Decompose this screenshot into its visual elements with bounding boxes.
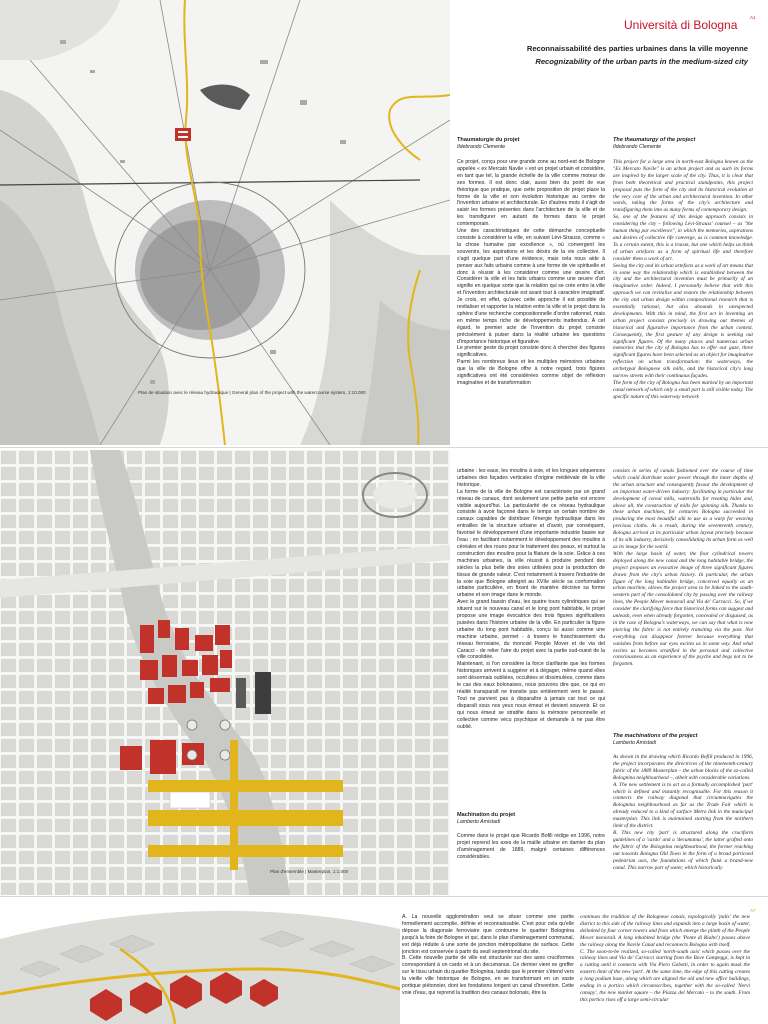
page-number-a7: A7 bbox=[750, 908, 756, 913]
page-number-top: A1 bbox=[750, 15, 756, 20]
author-machination-fr: Lamberto Amistadi bbox=[457, 819, 501, 825]
title-fr: Reconnaissabilité des parties urbaines dans la ville moyenne bbox=[526, 44, 748, 53]
heading-machinations-en: The machinations of the project bbox=[613, 733, 698, 739]
text-thaumaturgy-fr: Ce projet, conçu pour une grande zone au nord-est de Bologne appelée « ex Mercato Navile » est un projet urbain et considère, en tant que tel, la grande échelle de la ville comme moteur de ses formes. Il est donc clair, aussi bien du point de vue théorique que pratique, que cette proposition de projet place la forme de la ville et son évolution historique au centre de l'invention urbaine et architecturale. En d'autres mots il s'agit de saisir les formes présentes dans l'architecture de la ville et de les transfigurer en autant de formes dans le projet contemporain. Une des caractéristiques de cette démarche conceptuelle consiste à considérer la ville, en suivant Lévi-Strauss, comme « la chose humaine par excellence », où convergent les souvenirs, les aspirations et les désirs de la vie collective. Il s'agit quelque part d'une évidence, mais cela nous aide à penser aux faits urbains comme à une forme de vie spirituelle et donc à réussir à les considérer comme une œuvre d'art. Considérer la ville et les faits urbains comme une œuvre d'art signifie en quelque sorte que la relation qui se crée entre la ville et l'invention architecturale est avant tout à caractère imaginatif. Je crois, en effet, qu'avec cette approche il est possible de revitaliser et rapporter la relation entre la ville et le projet dans la sphère d'une recherche compositionnelle d'ordre rationnel, mais en même temps riche de développements inattendus. À cet égard, le premier acte de l'invention du projet consiste précisément à puiser dans la réalité urbaine les questions d'importance historique et figurative. Le premier geste du projet consiste donc à chercher des figures significatives. Parmi les nombreux lieux et les multiples mémoires urbaines que la ville de Bologne offre à notre regard, trois figures significatives ont été considérées comme objet de réflexion imaginative et de transformation bbox=[457, 159, 605, 386]
text-water-en: consists in series of canals fashioned over the course of time which could distribute water power through the inner depths of the urban structure and consequently favour the development of an important water-driven industry: facilitating in particular the development of cereal mills, watermills for treating hides and, above all, the construction of mills for spinning silk. Thanks to these urban machines, for centuries Bologna succeeded in producing the most beautiful silk to use as a warp for weaving precious cloths. As a result, during the seventeenth century, Bologna arrived at its particular urban layout precisely because of its silk industry, decisively consolidating its urban form as well as its image for the world. With the large basin of water, the four cylindrical towers deployed along the new canal and the long habitable bridge, the project proposes an evocative image of three significant figures drawn from the city's urban history. In particular, the urban figure of the long habitable bridge, conceived equally as an urban machine, allows the project area to be linked to the south-western part of the consolidated city by passing over the railway lines, the People Mover monorail and Via de' Carracci. So, if we consider the clarifying force that historical forms can suggest and unleash, even when already forgotten, concealed or disguised, as in the case of Bologna's waterways, we can say that what is now piercing the fabric is not entirely transiting via the past. Not everything can disappear forever because everything that vanishes from before our eyes excites us in some way. And what excites us becomes stratified in the personal and collective consciousness as an experience of the psyche and begs not to be forgotten. bbox=[613, 468, 753, 668]
text-water-fr: urbaine : les eaux, les moulins à soie, et les longues séquences urbaines des façades verticales d'origine médiévale de la ville historique. La forme de la ville de Bologne est caractérisée par un grand réseau de canaux, dont seulement une petite partie est encore visible aujourd'hui. La particularité de ce réseau hydraulique consiste à avoir façonné dans le temps un certain nombre de canaux capables de distribuer l'énergie hydraulique dans les entrailles de la structure urbaine et d'avoir, par conséquent, favorisé le développement d'une importante industrie basée sur l'eau ; en facilitant notamment le développement des moulins à céréales et des roues pour le traitement des peaux, et surtout la construction des moulins pour la filature de la soie. Grâce à ces machines urbaines, la ville réussit à produire pendant des siècles la plus belle des soies utilisées pour la production de tissus de grande valeur. C'est notamment à travers l'industrie de la soie que Bologne atteignit au XVIIe siècle sa conformation urbaine particulière, en fixant de manière décisive sa forme urbaine et son image dans le monde. Avec le grand bassin d'eau, les quatre tours cylindriques qui se situent sur le nouveau canal et le long pont habitable, le projet propose une image évocatrice des trois figures significatives puisées dans l'histoire urbaine de la ville. En particulier la figure urbaine du long pont habitable, conçu lui aussi comme une machine urbaine, permet - à travers le franchissement du réseau ferroviaire, du moncœl People Mover et de via del Caracci - de relier l'aire du projet avec la partie sud-ouest de la ville consolidée. Maintenant, si l'on considère la force clarifiante que les formes historiques arrivent à suggérer et à dégager, même quand elles sont désormais oubliées, occultées et dissimulées, comme dans le cas des eaux bolonaises, nous pouvons dire que, ce qui en réalité transparaît ne transite pas entièrement vers le passé. Tout ne parvient pas à disparaître à jamais car tout ce qui disparaît sous nos yeux nous émeut et devient souvenir. Et ce qui nous émeut se stratifie dans la mémoire personnelle et collective comme vécu psychique et demande à ne pas être oublié. bbox=[457, 468, 605, 730]
text-machinations-en: As shown in the drawing which Ricardo Bofill produced in 1996, the project incorporates the directrices of the nineteenth-century fabric of the 1889 Masterplan – the urban blocks of the so-called Bolognina neighbourhood –, albeit with considerable variations. A. The new settlement is to act as a formally accomplished 'part' which is defined and instantly recognisable. For this reason it connects the railway diagonal that circumnavigates the Bolognina neighbourhood as far as the Trade Fair which is already reduced to a kind of surface Metro link in the municipal masterplan. This link is maintained starting from the northern limit of the district. B. This new city 'part' is structured along the cruciform guidelines of a 'cardo' and a 'decumanus', the latter grafted onto the fabric of the Bolognina neighbourhood, the former reaching out towards Bologna Old Town in the form of a broad porticoed pedestrian axis, the foundations of which flank a brand-new canal. This narrow part of water, which historically bbox=[613, 754, 753, 870]
text-settlement-fr: A. La nouvelle agglomération veut se situer comme une partie formellement accomplie, définie et reconnaissable. C'est pour cela qu'elle dépose la diagonale ferroviaire que contourne le quartier Bolognina jusqu'à la foire de Bologne et qui, dans le plan d'aménagement communal, est déjà réduite à une sorte de jonction métropolitaine de surface. Cette jonction est conservée à partir du seuil septentrional du site. B. Cette nouvelle partie de ville est structurée sur des axes cruciformes correspondant à un cardo et à un decumanus. Ce dernier vient se greffer sur le tissu urbain du quartier Bolognina, tandis que le premier s'étend vers la vieille ville historique de Bologne, en se transformant en un vaste portique piétonnier, dont les fondations longent un canal d'invention. Cette voie d'eau, qui reprend la tradition des canaux bolonais, être la bbox=[402, 914, 574, 996]
page-divider-2 bbox=[0, 896, 768, 897]
heading-thaumaturgy-en: The thaumaturgy of the project bbox=[613, 137, 696, 143]
masterplan-caption: Plan d'ensemble | Masterplan, 1:1.000 bbox=[270, 869, 349, 874]
page-divider-1 bbox=[0, 447, 768, 448]
author-machinations-en: Lamberto Amistadi bbox=[613, 740, 657, 746]
title-en: Recognizability of the urban parts in the medium-sized city bbox=[535, 57, 748, 66]
axonometric-view bbox=[0, 899, 400, 1024]
author-thaumaturgy-en: Ildebrando Clemente bbox=[613, 144, 662, 150]
author-thaumaturgy-fr: Ildebrando Clemente bbox=[457, 144, 506, 150]
heading-machination-fr: Machination du projet bbox=[457, 812, 516, 818]
watercourse-site-plan bbox=[0, 0, 450, 445]
masterplan-drawing bbox=[0, 450, 450, 895]
text-settlement-en: continues the tradition of the Bolognese canals, topologically 'pulls' the new district to this side of the railway lines and expands into a large basin of water, delimited by four corner towers and from which emerge the plinth of the People Mover monorail. A long inhabited bridge (the 'Ponte di Rialto') passes above the railway along the Navile Canal and reconnects Bologna with itself. C. The soon-to-be realized, so-called 'north-south axis' which passes over the railway lines and Via de' Carracci starting from the Bove Campeggi, is kept in a cutting until it connects with Via Piero Gobetti, in order to again mask the eastern limit of the new 'part'. At the same time, the edge of this cutting creates a long podium base, along which are aligned the old and new office buildings, ending in a portico which circumscribes, together with the so-called 'Nervi canopy', the new market square – the Piazza del Mercato – to the south. From this portico rises off a large semi-circular bbox=[580, 914, 750, 1003]
site-plan-caption: Plan de situation avec le réseau hydraulique | General plan of the project with the watercourse system, 1:10.000 bbox=[138, 390, 366, 395]
heading-thaumaturgy-fr: Thaumaturgie du projet bbox=[457, 137, 520, 143]
university-title: Università di Bologna bbox=[624, 18, 738, 32]
text-thaumaturgy-en: This project for a large area in north-east Bologna known as the "Ex Mercato Navile" is an urban project and as such its forms are inspired by the larger scale of the city. Thus, it is clear that from both theoretical and practical standpoints, this project proposal puts the form of the city and its historical evolution at the very core of the urban and architectural invention. In other words, taking the forms of the city's architecture and transfiguring them into as many forms of contemporary design. So, one of the features of this design approach consists in considering the city – following Lévi-Strauss' counsel – as "the human thing par excellence", in which the memories, aspirations and desires of collective life converge, as is common knowledge. To a certain extent, this is a truism, but one which helps us think of urban artefacts as a form of spiritual life and therefore consider them a work of art. Seeing the city and its urban artefacts as a work of art means that in some way the relationship which is established between the city and the architectural invention must be primarily of an imaginative order. Indeed, I personally believe that with this approach we can revitalise and restore the relationship between the city and urban design within compositional research that is essentially rational, but also abounds in unexpected developments. With this in mind, the first act in inventing an urban project consists precisely in drawing out themes of historical and figurative importance from the urban context. Consequently, the first gesture of any design is seeking out significant figures. Of the many places and numerous urban memories that the city of Bologna has to offer our gaze, three significant figures have been selected as an object for imaginative reflection on urban transformation: the waterways, the archetypal Bolognese silk mills, and the historical city's long narrow streets with their continuous façades. The form of the city of Bologna has been marked by an important canal network of which only a small part is still visible today. The specific nature of this waterway network bbox=[613, 159, 753, 400]
text-machination-fr: Comme dans le projet que Ricardo Bofill rédige en 1996, notre projet reprend les axes de la maille urbaine en damier du plan d'aménagement de 1889, malgré certaines différences considérables. bbox=[457, 833, 605, 860]
